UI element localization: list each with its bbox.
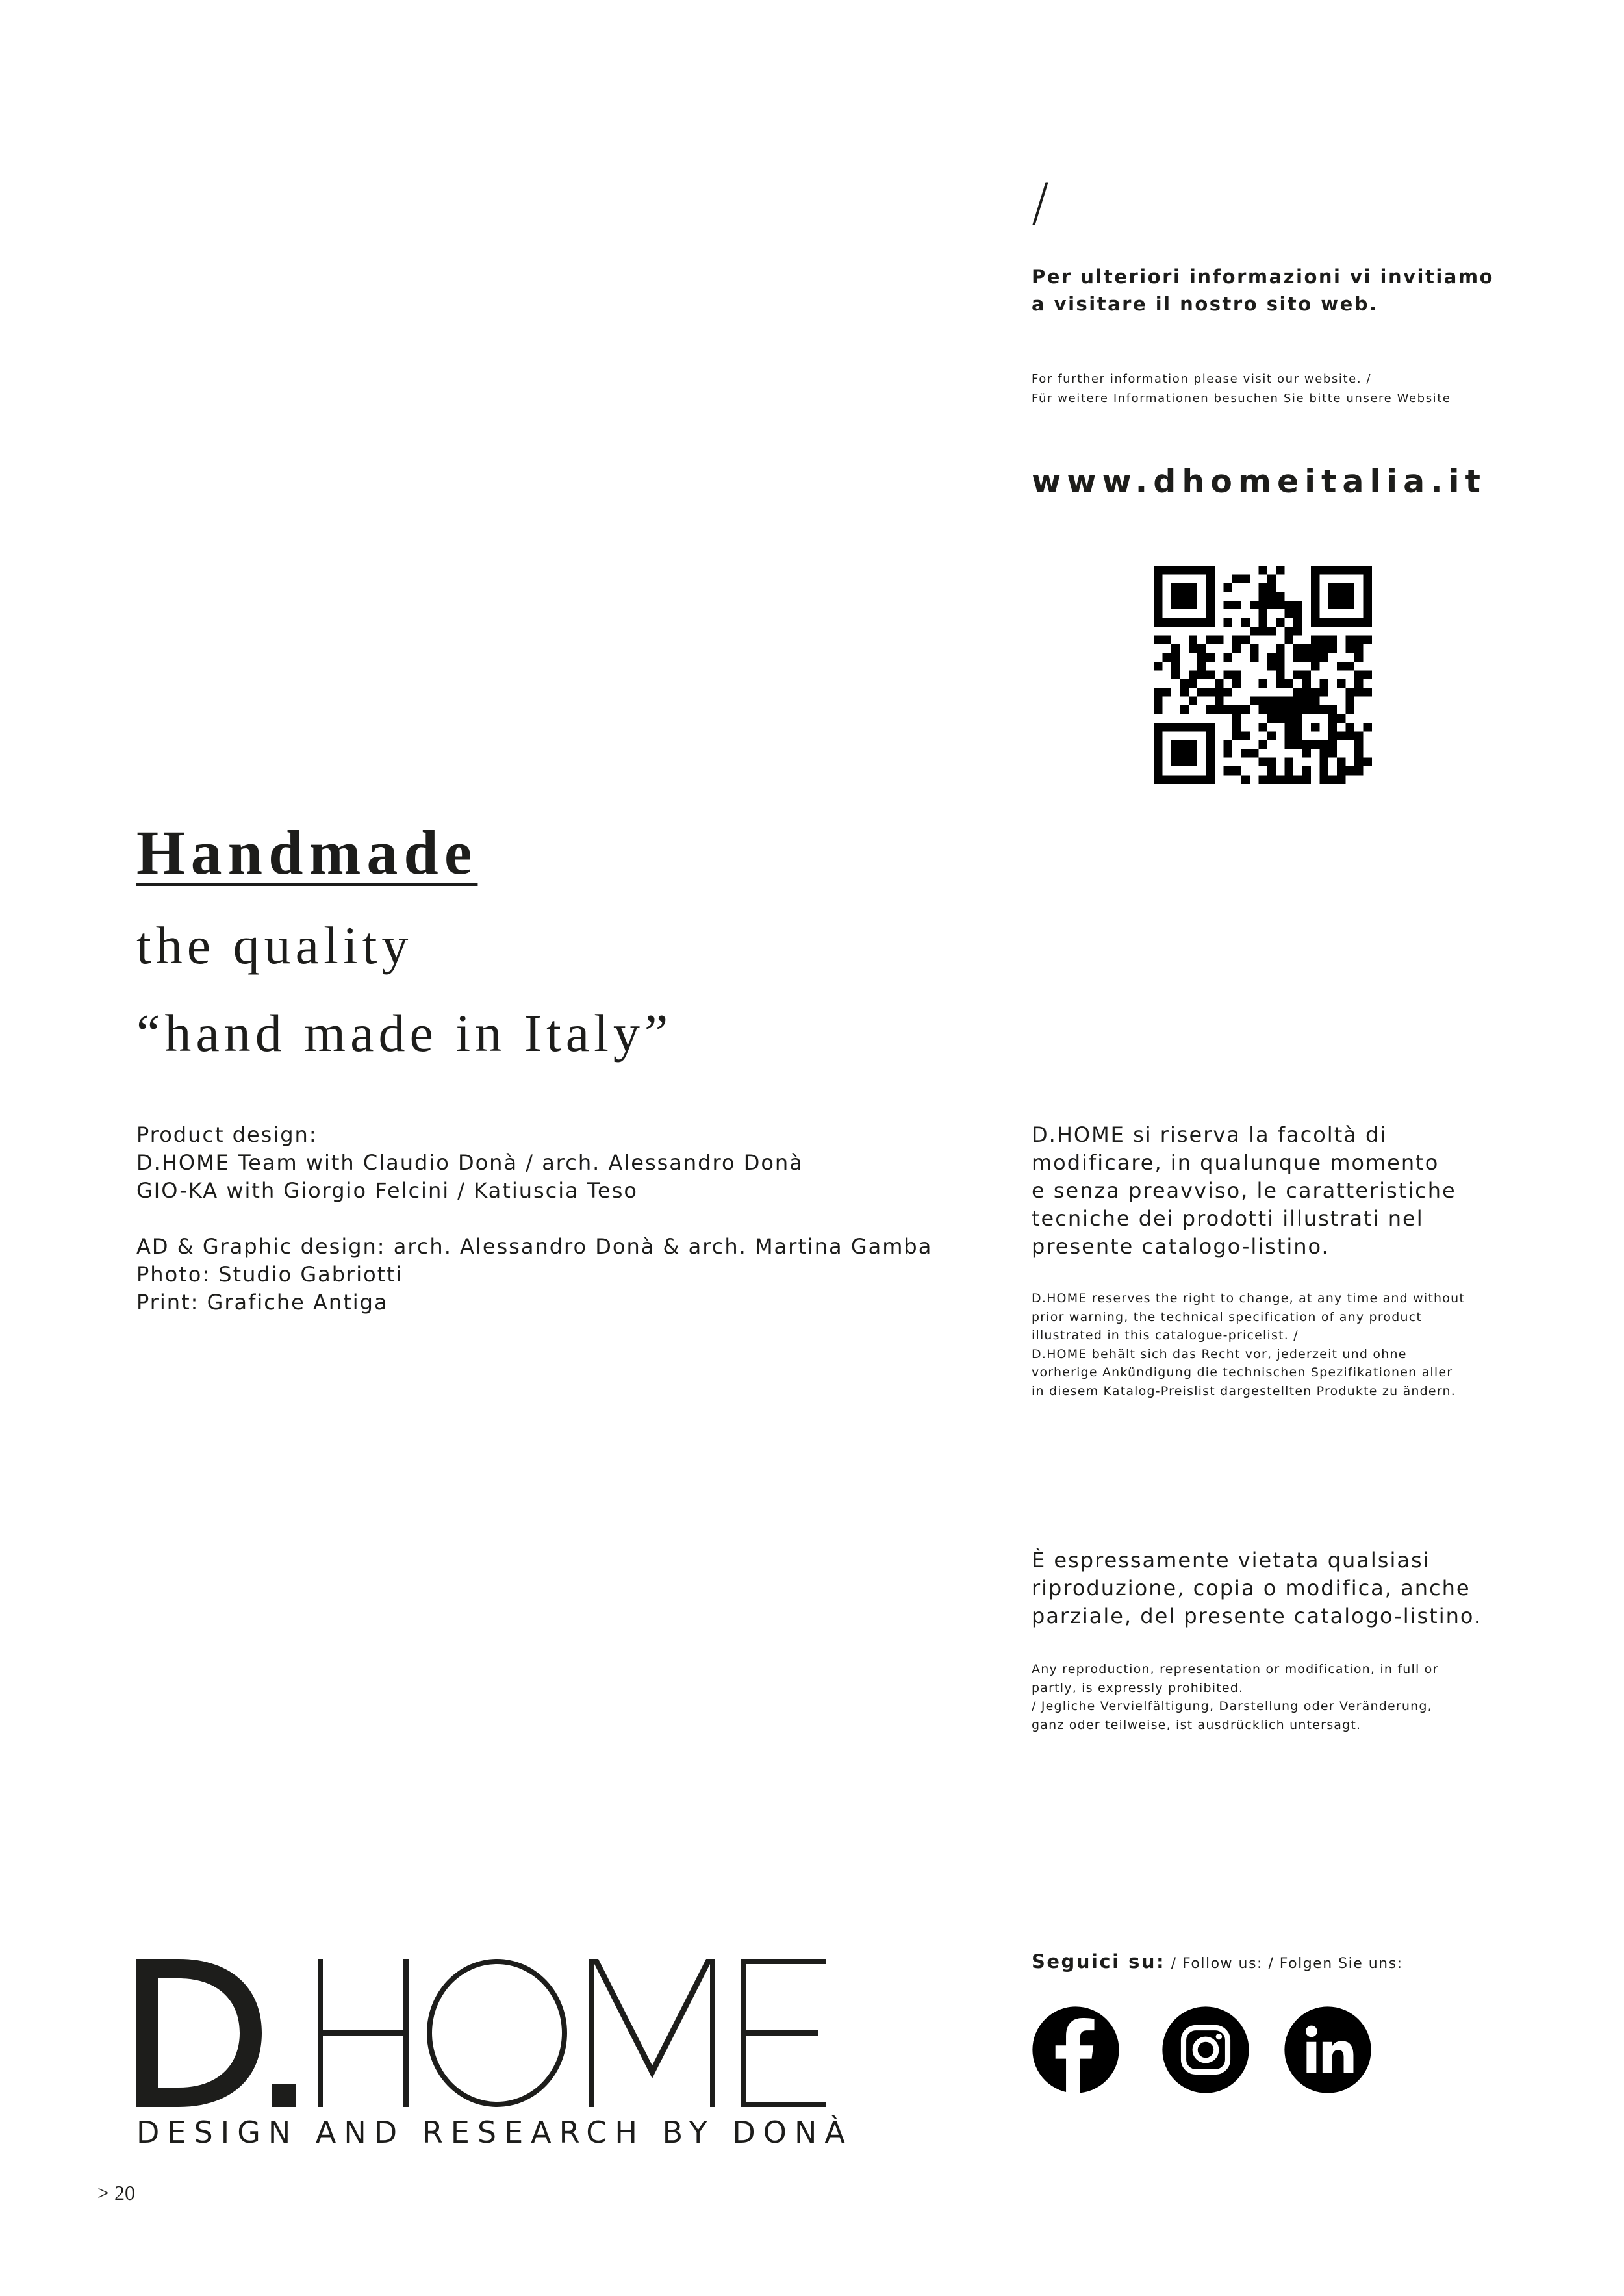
rights-notice-it <box>1032 1121 1456 1261</box>
notice-it-line: D.HOME si riserva la facoltà di <box>1032 1122 1388 1147</box>
credits-line: Print: Grafiche Antiga <box>136 1290 388 1315</box>
follow-us-label <box>1032 1950 1403 1973</box>
notice-it-line: e senza preavviso, le caratteristiche <box>1032 1178 1456 1203</box>
qr-modules <box>1154 566 1372 784</box>
notice-en-line: D.HOME reserves the right to change, at any time and without <box>1032 1291 1465 1306</box>
visit-website-it <box>1032 263 1494 318</box>
repro-en-line: partly, is expressly prohibited. <box>1032 1680 1244 1695</box>
reproduction-notice-en-de <box>1032 1660 1439 1734</box>
brand-tagline: DESIGN AND RESEARCH BY DONÀ <box>136 2115 853 2150</box>
subtitle-hand-made-in-italy: “hand made in Italy” <box>136 1003 673 1063</box>
notice-de-line: vorherige Ankündigung die technischen Spezifikationen aller <box>1032 1365 1453 1380</box>
notice-it-line: modificare, in qualunque momento <box>1032 1150 1440 1175</box>
credits-block <box>136 1121 932 1317</box>
notice-de-line: in diesem Katalog-Preislist dargestellten Produkte zu ändern. <box>1032 1383 1456 1398</box>
credits-line: Photo: Studio Gabriotti <box>136 1262 403 1287</box>
credits-line: GIO-KA with Giorgio Felcini / Katiuscia Teso <box>136 1178 638 1203</box>
subtitle-quality: the quality <box>136 916 413 975</box>
repro-it-line: È espressamente vietata qualsiasi <box>1032 1548 1430 1572</box>
credits-line: AD & Graphic design: arch. Alessandro Donà & arch. Martina Gamba <box>136 1234 933 1259</box>
facebook-icon[interactable] <box>1032 2006 1120 2094</box>
repro-de-line: ganz oder teilweise, ist ausdrücklich untersagt. <box>1032 1717 1362 1732</box>
linkedin-icon[interactable] <box>1284 2006 1372 2094</box>
dhome-logo <box>133 1949 848 2117</box>
website-link[interactable]: www.dhomeitalia.it <box>1032 463 1486 500</box>
page-number: > 20 <box>97 2181 136 2204</box>
visit-de-line: Für weitere Informationen besuchen Sie bitte unsere Website <box>1032 392 1451 405</box>
page-title: Handmade <box>136 818 478 887</box>
rights-notice-en-de <box>1032 1289 1465 1400</box>
repro-en-line: Any reproduction, representation or modification, in full or <box>1032 1662 1439 1676</box>
reproduction-notice-it <box>1032 1546 1482 1630</box>
visit-website-en-de <box>1032 370 1451 409</box>
repro-it-line: parziale, del presente catalogo-listino. <box>1032 1604 1482 1628</box>
notice-it-line: tecniche dei prodotti illustrati nel <box>1032 1206 1424 1231</box>
notice-en-line: prior warning, the technical specification of any product <box>1032 1309 1423 1324</box>
credits-line: D.HOME Team with Claudio Donà / arch. Alessandro Donà <box>136 1150 804 1175</box>
qr-code <box>1154 566 1372 784</box>
credits-spacer <box>136 1205 932 1233</box>
notice-it-line: presente catalogo-listino. <box>1032 1234 1330 1259</box>
notice-en-line: illustrated in this catalogue-pricelist. / <box>1032 1328 1299 1343</box>
repro-de-line: / Jegliche Vervielfältigung, Darstellung oder Veränderung, <box>1032 1699 1432 1713</box>
visit-en-line: For further information please visit our website. / <box>1032 372 1372 386</box>
credits-line: Product design: <box>136 1122 318 1147</box>
slash-separator: / <box>1032 172 1049 233</box>
visit-it-line: Per ulteriori informazioni vi invitiamo <box>1032 266 1494 288</box>
visit-it-line: a visitare il nostro sito web. <box>1032 293 1378 315</box>
repro-it-line: riproduzione, copia o modifica, anche <box>1032 1576 1471 1600</box>
instagram-icon[interactable] <box>1161 2006 1250 2094</box>
notice-de-line: D.HOME behält sich das Recht vor, jederzeit und ohne <box>1032 1346 1407 1361</box>
follow-us-rest: / Follow us: / Folgen Sie uns: <box>1165 1956 1403 1972</box>
follow-us-strong: Seguici su: <box>1032 1950 1166 1973</box>
